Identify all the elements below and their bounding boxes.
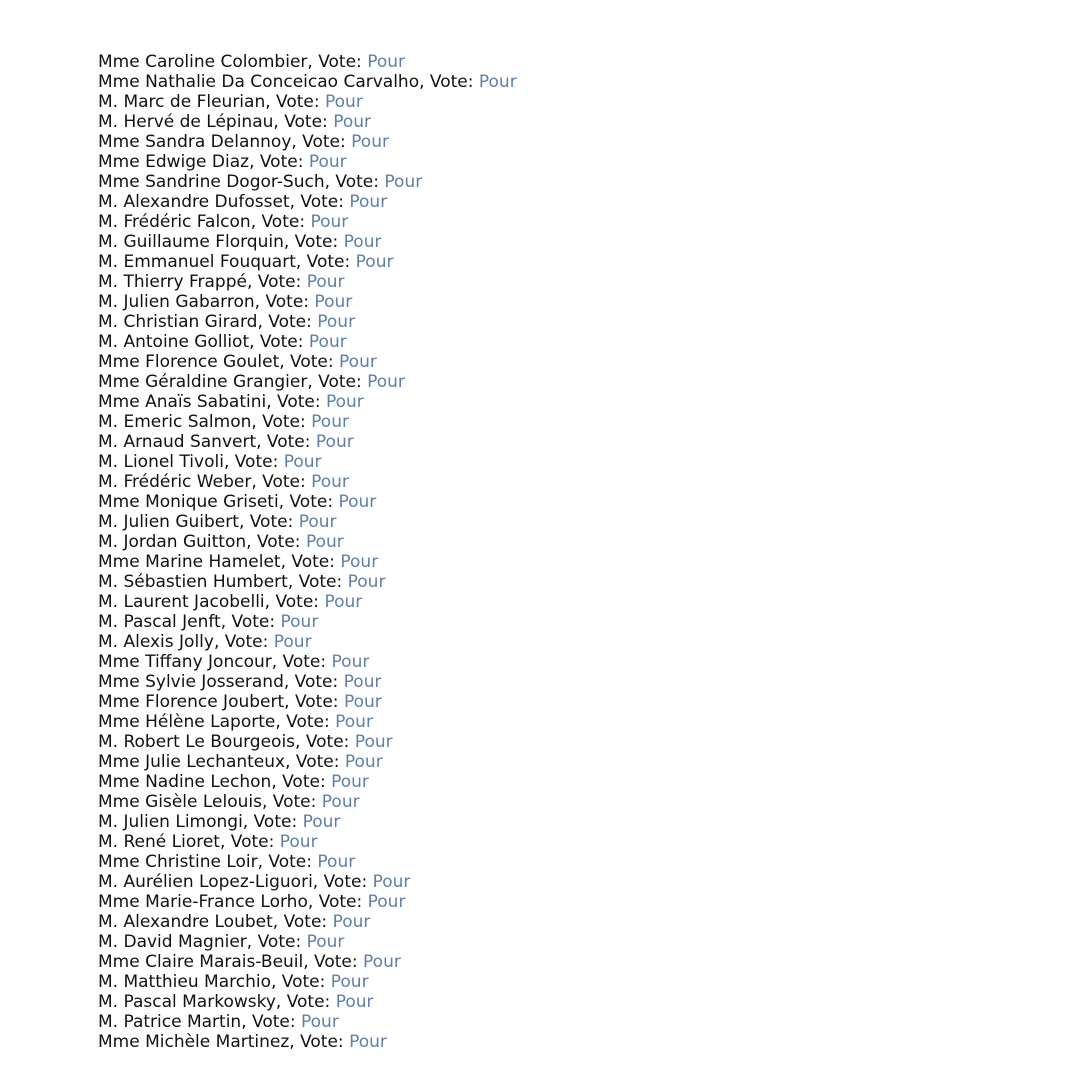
vote-value: Pour (325, 92, 363, 112)
vote-value: Pour (339, 352, 377, 372)
vote-value: Pour (302, 812, 341, 832)
member-name: Mme Tiffany Joncour (98, 652, 272, 672)
vote-row (98, 272, 517, 292)
member-name: M. Julien Gabarron (98, 292, 255, 312)
vote-prefix: , Vote: (246, 272, 307, 292)
vote-row (98, 752, 517, 772)
vote-row (98, 1012, 517, 1032)
vote-value: Pour (330, 972, 369, 992)
vote-prefix: , Vote: (279, 352, 340, 372)
vote-prefix: , Vote: (257, 852, 318, 872)
member-name: M. Julien Limongi (98, 812, 243, 832)
vote-prefix: , Vote: (219, 832, 280, 852)
vote-row (98, 972, 517, 992)
vote-value: Pour (283, 452, 322, 472)
member-name: M. Emmanuel Fouquart (98, 252, 296, 272)
vote-prefix: , Vote: (295, 252, 356, 272)
member-name: M. Antoine Golliot (98, 332, 250, 352)
member-name: Mme Nathalie Da Conceicao Carvalho (98, 72, 420, 92)
vote-value: Pour (308, 152, 347, 172)
member-name: Mme Hélène Laporte (98, 712, 276, 732)
member-name: Mme Caroline Colombier (98, 52, 308, 72)
vote-prefix: , Vote: (287, 572, 348, 592)
member-name: M. Alexandre Loubet (98, 912, 273, 932)
vote-row (98, 912, 517, 932)
vote-value: Pour (335, 992, 374, 1012)
vote-prefix: , Vote: (246, 932, 307, 952)
member-name: Mme Florence Goulet (98, 352, 280, 372)
vote-row (98, 792, 517, 812)
vote-row (98, 172, 517, 192)
vote-value: Pour (305, 532, 344, 552)
vote-value: Pour (324, 592, 363, 612)
vote-row (98, 712, 517, 732)
member-name: Mme Julie Lechanteux (98, 752, 286, 772)
vote-value: Pour (279, 832, 318, 852)
vote-row (98, 72, 517, 92)
vote-row (98, 352, 517, 372)
vote-value: Pour (332, 912, 371, 932)
vote-row (98, 512, 517, 532)
vote-prefix: , Vote: (283, 232, 344, 252)
vote-row (98, 812, 517, 832)
vote-value: Pour (344, 752, 383, 772)
vote-row (98, 252, 517, 272)
vote-row (98, 592, 517, 612)
vote-row (98, 1032, 517, 1052)
member-name: Mme Claire Marais-Beuil (98, 952, 304, 972)
vote-prefix: , Vote: (291, 132, 352, 152)
vote-value: Pour (478, 72, 517, 92)
vote-row (98, 152, 517, 172)
vote-row (98, 52, 517, 72)
vote-row (98, 452, 517, 472)
vote-value: Pour (331, 772, 369, 792)
member-name: M. Alexis Jolly (98, 632, 214, 652)
vote-prefix: , Vote: (250, 212, 311, 232)
vote-prefix: , Vote: (280, 552, 341, 572)
vote-row (98, 572, 517, 592)
vote-value: Pour (349, 1032, 387, 1052)
vote-prefix: , Vote: (242, 812, 303, 832)
vote-prefix: , Vote: (284, 692, 344, 712)
vote-value: Pour (343, 672, 382, 692)
vote-row (98, 952, 517, 972)
vote-value: Pour (372, 872, 411, 892)
vote-value: Pour (311, 412, 349, 432)
vote-prefix: , Vote: (257, 312, 318, 332)
member-name: Mme Sandra Delannoy (98, 132, 292, 152)
vote-row (98, 112, 517, 132)
member-name: M. Aurélien Lopez-Liguori (98, 872, 313, 892)
vote-value: Pour (273, 632, 312, 652)
vote-prefix: , Vote: (271, 652, 332, 672)
vote-value: Pour (317, 852, 356, 872)
vote-prefix: , Vote: (249, 332, 309, 352)
member-name: Mme Marie-France Lorho (98, 892, 308, 912)
vote-row (98, 192, 517, 212)
vote-value: Pour (340, 552, 379, 572)
vote-prefix: , Vote: (256, 432, 316, 452)
vote-value: Pour (317, 312, 356, 332)
vote-value: Pour (280, 612, 319, 632)
vote-prefix: , Vote: (266, 392, 326, 412)
member-name: M. Thierry Frappé (98, 272, 247, 292)
vote-prefix: , Vote: (285, 752, 345, 772)
vote-row (98, 612, 517, 632)
vote-prefix: , Vote: (275, 992, 336, 1012)
vote-prefix: , Vote: (307, 372, 368, 392)
vote-prefix: , Vote: (295, 732, 355, 752)
vote-row (98, 632, 517, 652)
vote-value: Pour (349, 192, 388, 212)
member-name: M. Frédéric Falcon (98, 212, 251, 232)
vote-row (98, 832, 517, 852)
vote-row (98, 372, 517, 392)
vote-row (98, 312, 517, 332)
member-name: M. Sébastien Humbert (98, 572, 288, 592)
vote-row (98, 292, 517, 312)
member-name: Mme Anaïs Sabatini (98, 392, 267, 412)
member-name: M. Guillaume Florquin (98, 232, 284, 252)
vote-prefix: , Vote: (223, 452, 284, 472)
vote-prefix: , Vote: (419, 72, 479, 92)
vote-row (98, 992, 517, 1012)
member-name: M. Alexandre Dufosset (98, 192, 290, 212)
vote-prefix: , Vote: (265, 92, 326, 112)
vote-list (98, 52, 517, 1052)
vote-value: Pour (321, 792, 360, 812)
member-name: M. René Lioret (98, 832, 220, 852)
vote-value: Pour (354, 732, 393, 752)
vote-value: Pour (343, 232, 382, 252)
vote-row (98, 672, 517, 692)
vote-value: Pour (325, 392, 364, 412)
vote-prefix: , Vote: (220, 612, 281, 632)
vote-row (98, 432, 517, 452)
vote-value: Pour (315, 432, 354, 452)
vote-prefix: , Vote: (246, 532, 306, 552)
vote-prefix: , Vote: (262, 792, 322, 812)
vote-value: Pour (367, 892, 406, 912)
member-name: Mme Sylvie Josserand (98, 672, 284, 692)
member-name: M. Christian Girard (98, 312, 258, 332)
vote-prefix: , Vote: (270, 972, 331, 992)
vote-value: Pour (314, 292, 353, 312)
vote-value: Pour (384, 172, 423, 192)
member-name: Mme Nadine Lechon (98, 772, 272, 792)
vote-prefix: , Vote: (307, 52, 368, 72)
vote-value: Pour (306, 272, 345, 292)
member-name: M. Jordan Guitton (98, 532, 247, 552)
vote-value: Pour (331, 652, 370, 672)
vote-row (98, 232, 517, 252)
member-name: M. Laurent Jacobelli (98, 592, 265, 612)
member-name: M. Emeric Salmon (98, 412, 252, 432)
member-name: M. Julien Guibert (98, 512, 239, 532)
vote-prefix: , Vote: (271, 772, 332, 792)
member-name: M. Pascal Markowsky (98, 992, 276, 1012)
member-name: M. Lionel Tivoli (98, 452, 224, 472)
vote-prefix: , Vote: (251, 412, 312, 432)
member-name: M. Robert Le Bourgeois (98, 732, 296, 752)
vote-value: Pour (333, 112, 371, 132)
vote-row (98, 652, 517, 672)
vote-value: Pour (367, 372, 405, 392)
vote-prefix: , Vote: (275, 712, 336, 732)
vote-row (98, 692, 517, 712)
vote-value: Pour (338, 492, 377, 512)
vote-row (98, 932, 517, 952)
member-name: M. Matthieu Marchio (98, 972, 271, 992)
vote-prefix: , Vote: (283, 672, 344, 692)
vote-value: Pour (310, 212, 349, 232)
member-name: Mme Edwige Diaz (98, 152, 250, 172)
vote-value: Pour (306, 932, 345, 952)
vote-value: Pour (298, 512, 337, 532)
vote-prefix: , Vote: (324, 172, 385, 192)
member-name: Mme Sandrine Dogor-Such (98, 172, 325, 192)
member-name: Mme Marine Hamelet (98, 552, 281, 572)
member-name: Mme Michèle Martinez (98, 1032, 290, 1052)
vote-row (98, 772, 517, 792)
vote-value: Pour (311, 472, 349, 492)
vote-prefix: , Vote: (307, 892, 368, 912)
member-name: M. David Magnier (98, 932, 247, 952)
vote-prefix: , Vote: (278, 492, 339, 512)
member-name: M. Hervé de Lépinau (98, 112, 274, 132)
vote-row (98, 392, 517, 412)
vote-row (98, 732, 517, 752)
vote-prefix: , Vote: (251, 472, 312, 492)
member-name: M. Patrice Martin (98, 1012, 242, 1032)
vote-prefix: , Vote: (213, 632, 274, 652)
vote-prefix: , Vote: (289, 192, 350, 212)
vote-row (98, 412, 517, 432)
vote-value: Pour (343, 692, 382, 712)
vote-prefix: , Vote: (241, 1012, 301, 1032)
vote-value: Pour (301, 1012, 339, 1032)
vote-row (98, 532, 517, 552)
vote-row (98, 212, 517, 232)
vote-prefix: , Vote: (273, 112, 334, 132)
vote-prefix: , Vote: (272, 912, 333, 932)
member-name: Mme Christine Loir (98, 852, 258, 872)
vote-row (98, 492, 517, 512)
vote-prefix: , Vote: (303, 952, 364, 972)
member-name: M. Frédéric Weber (98, 472, 252, 492)
member-name: M. Marc de Fleurian (98, 92, 266, 112)
vote-row (98, 332, 517, 352)
vote-value: Pour (355, 252, 394, 272)
vote-prefix: , Vote: (264, 592, 325, 612)
member-name: M. Pascal Jenft (98, 612, 221, 632)
vote-row (98, 892, 517, 912)
member-name: Mme Monique Griseti (98, 492, 279, 512)
vote-value: Pour (308, 332, 347, 352)
vote-prefix: , Vote: (249, 152, 309, 172)
vote-prefix: , Vote: (238, 512, 299, 532)
member-name: Mme Gisèle Lelouis (98, 792, 262, 812)
member-name: M. Arnaud Sanvert (98, 432, 257, 452)
vote-row (98, 92, 517, 112)
vote-prefix: , Vote: (289, 1032, 350, 1052)
vote-value: Pour (347, 572, 386, 592)
vote-value: Pour (335, 712, 373, 732)
vote-row (98, 872, 517, 892)
member-name: Mme Géraldine Grangier (98, 372, 308, 392)
vote-value: Pour (367, 52, 405, 72)
vote-prefix: , Vote: (312, 872, 373, 892)
vote-prefix: , Vote: (254, 292, 315, 312)
member-name: Mme Florence Joubert (98, 692, 285, 712)
vote-row (98, 852, 517, 872)
vote-value: Pour (363, 952, 401, 972)
vote-row (98, 132, 517, 152)
vote-row (98, 552, 517, 572)
vote-row (98, 472, 517, 492)
vote-value: Pour (351, 132, 389, 152)
